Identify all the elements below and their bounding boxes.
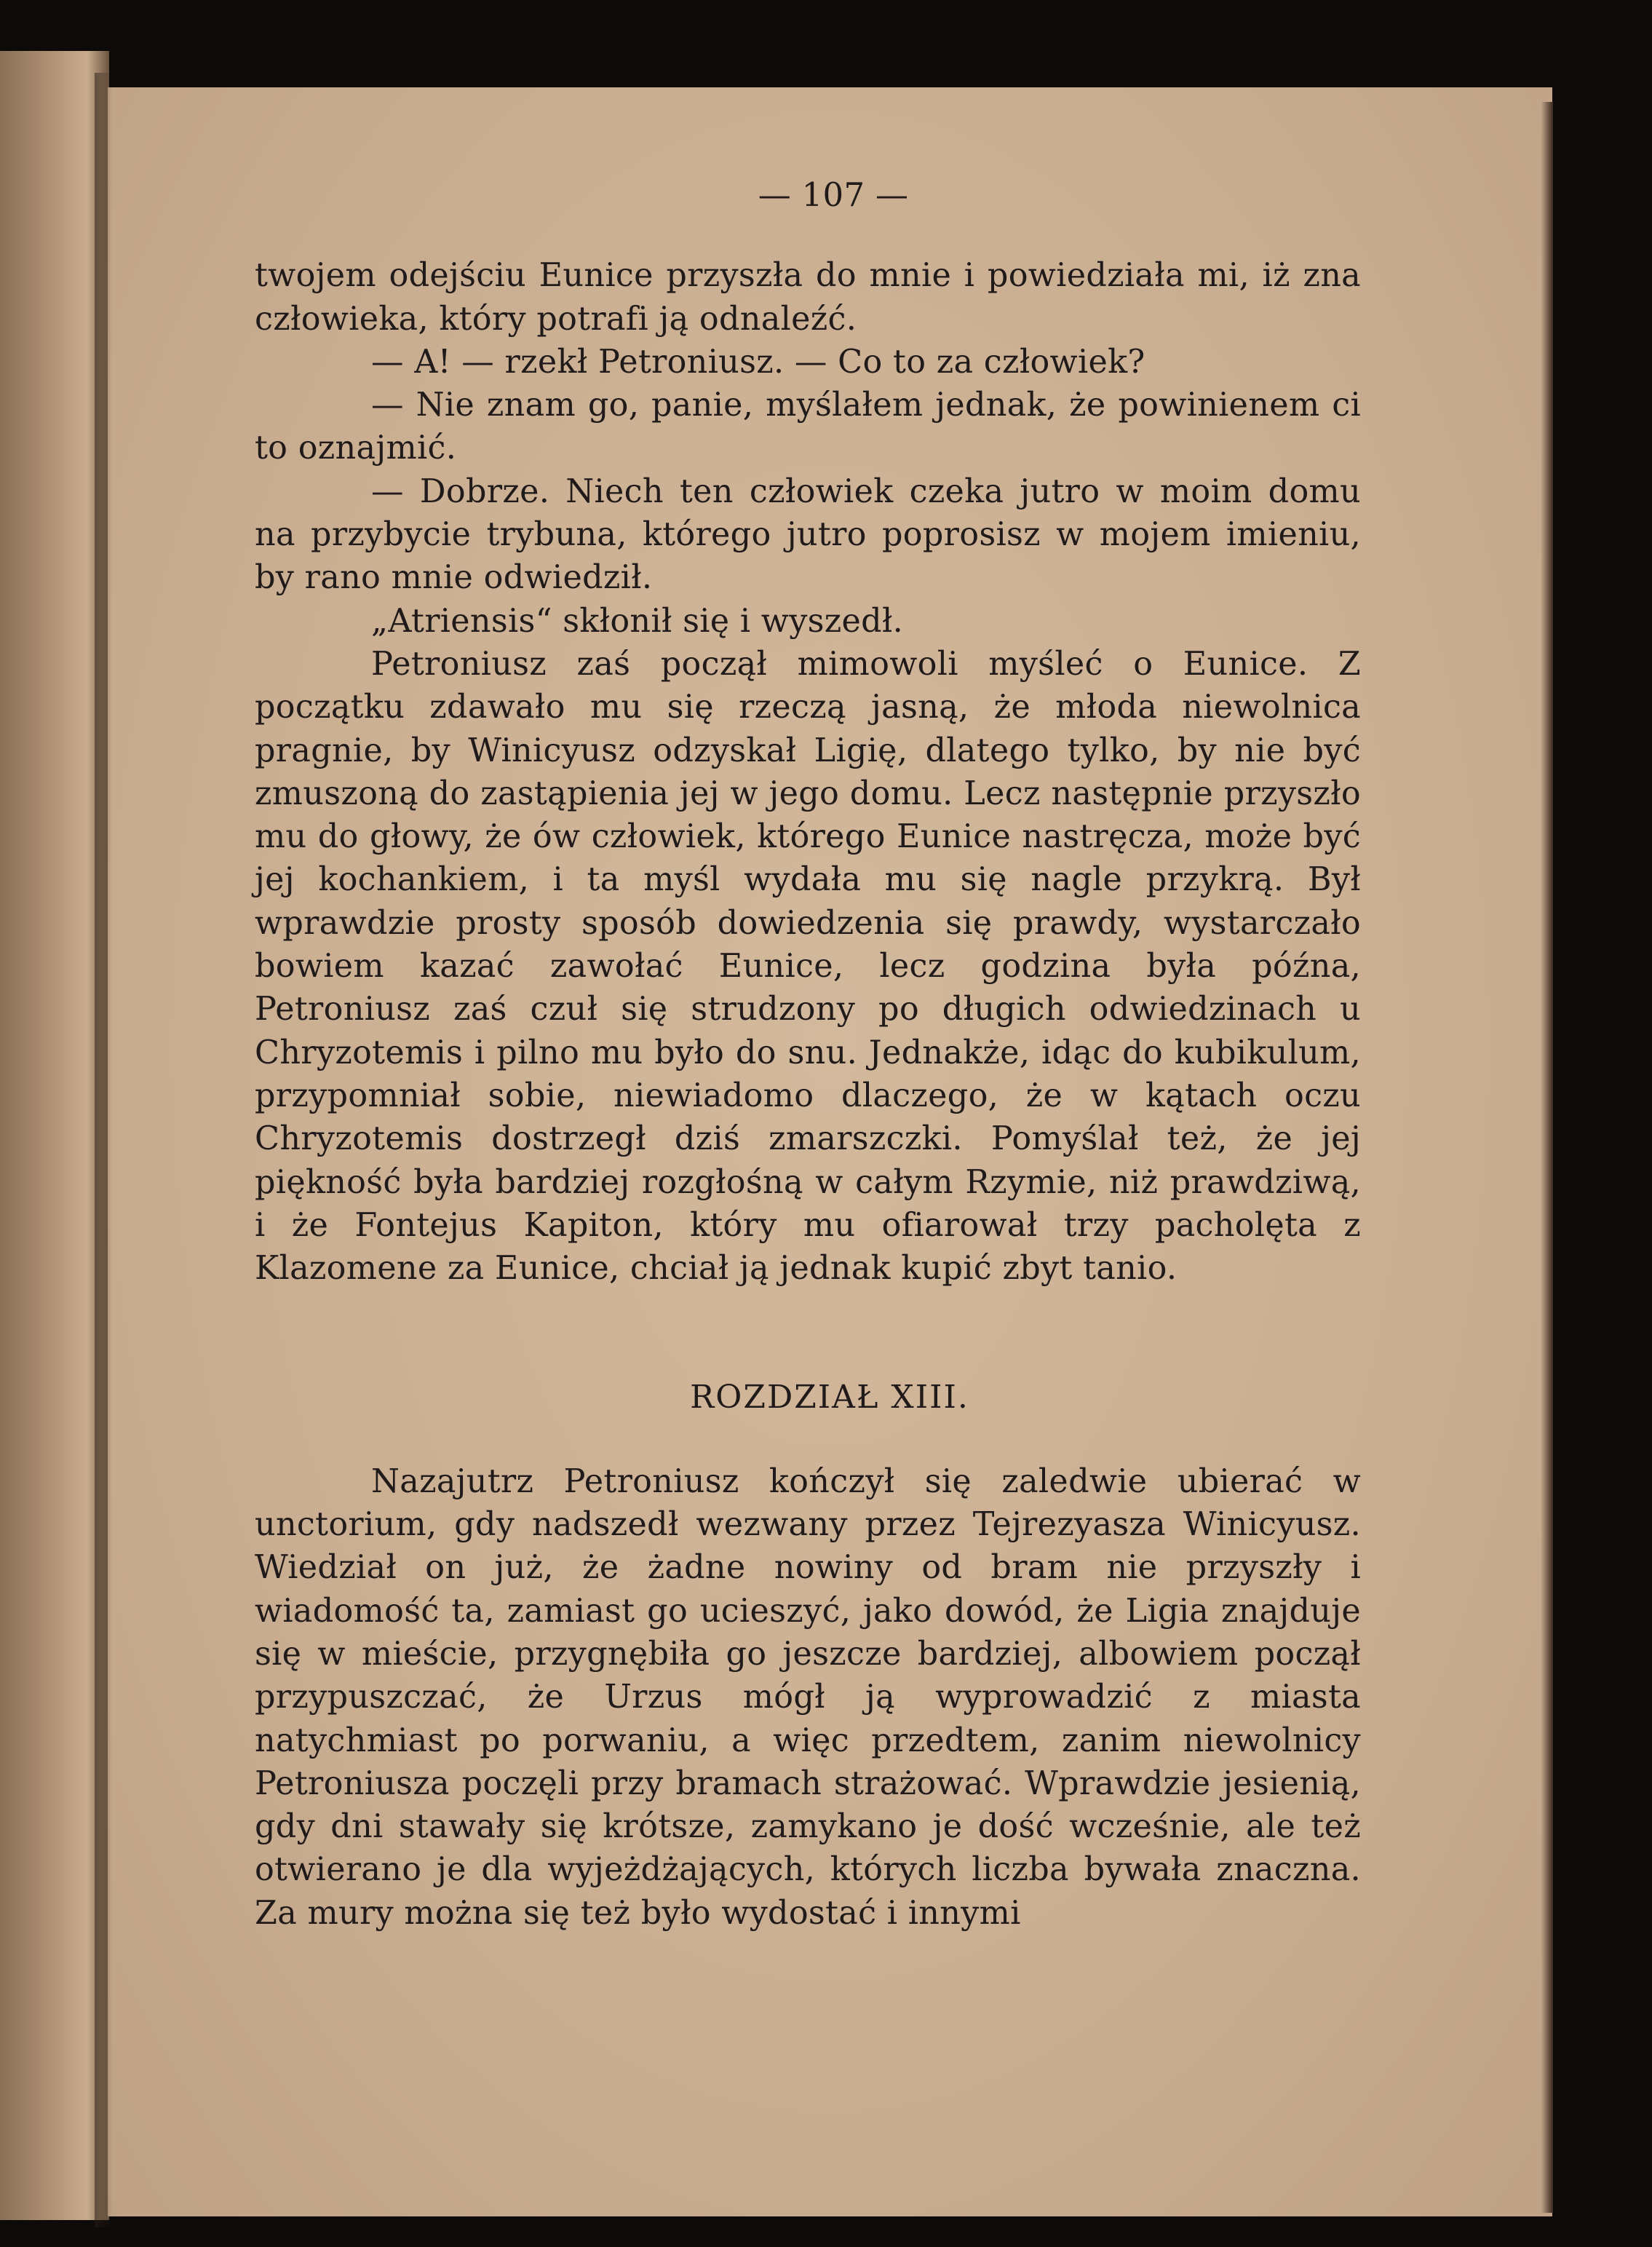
page-number: — 107 — <box>758 175 909 214</box>
page-right-edge <box>1541 102 1553 2213</box>
chapter-opening-paragraph: Nazajutrz Petroniusz kończył się zaledwie ubierać w unctorium, gdy nadszedł wezwany przez Tejrezyasza Winicyusz. Wiedział on już, że żadne nowiny od bram nie przyszły i wiadomość ta, zamiast go ucieszyć, jako dowód, że Ligia znajduje się w mieście, przygnębiła go jeszcze bardziej, albowiem począł przypuszczać, że Urzus mógł ją wyprowadzić z miasta natychmiast po porwaniu, a więc przedtem, zanim niewolnicy Petroniusza poczęli przy bramach strażować. Wprawdzie jesienią, gdy dni stawały się krótsze, zamykano je dość wcześnie, ale też otwierano je dla wyjeżdżających, których liczba bywała znaczna. Za mury można się też było wydostać i innymi <box>255 1462 1361 1932</box>
narration-paragraph: Petroniusz zaś począł mimowoli myśleć o Eunice. Z początku zdawało mu się rzeczą jasną, że młoda niewolnica pragnie, by Winicyusz odzyskał Ligię, dlatego tylko, by nie być zmuszoną do zastąpienia jej w jego domu. Lecz następnie przyszło mu do głowy, że ów człowiek, którego Eunice nastręcza, może być jej kochankiem, i ta myśl wydała mu się nagle przykrą. Był wprawdzie prosty sposób dowiedzenia się prawdy, wystarczało bowiem kazać zawołać Eunice, lecz godzina była późna, Petroniusz zaś czuł się strudzony po długich odwiedzinach u Chryzotemis i pilno mu było do snu. Jednakże, idąc do kubikulum, przypomniał sobie, niewiadomo dlaczego, że w kątach oczu Chryzotemis dostrzegł dziś zmarszczki. Pomyślał też, że jej piękność była bardziej rozgłośną w całym Rzymie, niż prawdziwą, i że Fontejus Kapiton, który mu ofiarował trzy pacholęta z Klazomene za Eunice, chciał ją jednak kupić zbyt tanio. <box>255 645 1361 1288</box>
page-text <box>255 173 1361 1935</box>
narration-paragraph: „Atriensis“ skłonił się i wyszedł. <box>371 602 904 640</box>
previous-page-edge <box>0 51 109 2220</box>
chapter-heading: ROZDZIAŁ XIII. <box>690 1379 969 1416</box>
paragraph-continuation: twojem odejściu Eunice przyszła do mnie i powiedziała mi, iż zna człowieka, który potrafi ją odnaleźć. <box>255 257 1361 338</box>
dialogue-paragraph: — Nie znam go, panie, myślałem jednak, że powinienem ci to oznajmić. <box>255 387 1361 467</box>
dialogue-paragraph: — A! — rzekł Petroniusz. — Co to za człowiek? <box>371 343 1145 381</box>
spine-shadow <box>95 73 112 2227</box>
dialogue-paragraph: — Dobrze. Niech ten człowiek czeka jutro w moim domu na przybycie trybuna, którego jutro poprosisz w mojem imieniu, by rano mnie odwiedził. <box>255 472 1361 597</box>
